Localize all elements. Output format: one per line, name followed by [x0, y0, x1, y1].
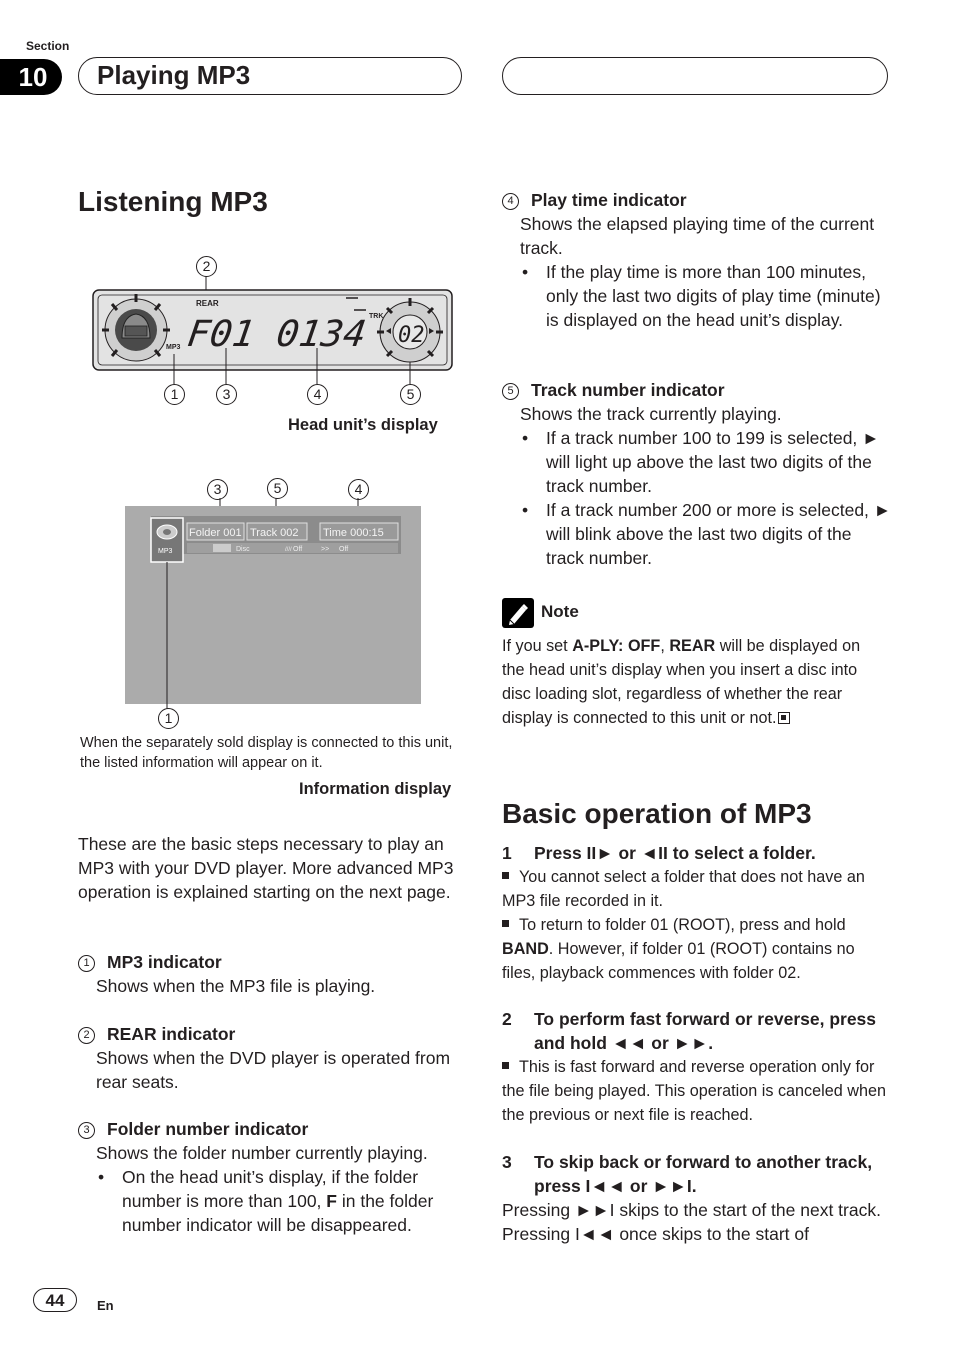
item-title: REAR indicator	[107, 1024, 236, 1044]
bullet-item: • If a track number 100 to 199 is selected, ► will light up above the last two digits of the track number.	[546, 426, 892, 498]
bullet-list	[502, 426, 892, 570]
step-note: You cannot select a folder that does not have an MP3 file recorded in it.	[502, 868, 865, 910]
item-title: Track number indicator	[531, 380, 725, 400]
callout-1: 1	[164, 384, 185, 405]
item-number: 2	[78, 1027, 95, 1044]
bullet-item: • If a track number 200 or more is selected, ► will blink above the last two digits of the track number.	[546, 498, 892, 570]
step-number: 1	[502, 843, 512, 863]
step-body: Pressing ►►I skips to the start of the next track. Pressing I◄◄ once skips to the start of	[502, 1200, 881, 1244]
step-1	[502, 841, 890, 985]
indicator-item-rear	[78, 1022, 466, 1094]
item-desc: Shows the track currently playing.	[520, 404, 782, 424]
step-number: 3	[502, 1152, 512, 1172]
off-label-2: Off	[339, 546, 349, 553]
info-callout-1: 1	[158, 708, 179, 729]
section-heading-listening: Listening MP3	[78, 186, 268, 217]
chapter-title-box	[78, 57, 462, 95]
item-number: 4	[502, 193, 519, 210]
callout-3: 3	[216, 384, 237, 405]
end-mark-icon	[778, 712, 790, 724]
callout-2: 2	[196, 256, 217, 277]
section-heading-basic-operation: Basic operation of MP3	[502, 798, 812, 829]
item-number: 5	[502, 383, 519, 400]
step-title: To skip back or forward to another track, press I◄◄ or ►►I.	[534, 1152, 873, 1196]
empty-title-box	[502, 57, 888, 95]
step-title: Press II► or ◄II to select a folder.	[534, 843, 816, 863]
bullet-list	[78, 1165, 466, 1237]
info-callout-3: 3	[207, 479, 228, 500]
step-number: 2	[502, 1009, 512, 1029]
step-3	[502, 1150, 890, 1246]
indicator-item-track-number	[502, 378, 892, 570]
callout-4: 4	[307, 384, 328, 405]
rear-indicator: REAR	[196, 299, 219, 308]
step-2	[502, 1007, 890, 1127]
note-label: Note	[541, 602, 579, 621]
item-title: Folder number indicator	[107, 1119, 309, 1139]
track-field: Track 002	[250, 527, 299, 539]
info-callout-4: 4	[348, 479, 369, 500]
item-number: 1	[78, 955, 95, 972]
section-number-badge: 10	[0, 59, 62, 95]
step-note: To return to folder 01 (ROOT), press and hold BAND. However, if folder 01 (ROOT) contains no files, playback commences with folder 02.	[502, 916, 855, 982]
item-title: MP3 indicator	[107, 952, 222, 972]
trk-indicator: TRK	[369, 313, 384, 320]
info-display-note: When the separately sold display is connected to this unit, the listed information will appear on it.	[80, 735, 453, 771]
note-text: If you set A-PLY: OFF, REAR will be displayed on the head unit’s display when you insert a disc into disc loading slot, regardless of whether the rear display is connected to this unit or not.	[502, 637, 861, 727]
callout-5: 5	[400, 384, 421, 405]
language-code: En	[97, 1298, 114, 1313]
section-label: Section	[26, 39, 70, 53]
head-unit-display	[92, 276, 454, 386]
information-display	[125, 498, 423, 718]
page-number: 44	[33, 1288, 77, 1312]
item-number: 3	[78, 1122, 95, 1139]
info-callout-5: 5	[267, 478, 288, 499]
svg-text:>>: >>	[321, 546, 330, 553]
folder-field: Folder 001	[189, 527, 242, 539]
item-desc: Shows the folder number currently playing.	[96, 1143, 428, 1163]
item-title: Play time indicator	[531, 190, 687, 210]
segment-readout: F01 0134	[184, 312, 365, 355]
indicator-item-play-time	[502, 188, 892, 332]
step-note: This is fast forward and reverse operation only for the file being played. This operation is canceled when the previous or next file is reached.	[502, 1058, 886, 1124]
head-unit-caption: Head unit’s display	[288, 416, 438, 434]
bullet-item: • On the head unit’s display, if the folder number is more than 100, F in the folder number indicator will be disappeared.	[122, 1165, 466, 1237]
step-title: To perform fast forward or reverse, press and hold ◄◄ or ►►.	[534, 1009, 877, 1053]
track-number-readout: 02	[398, 323, 425, 348]
item-desc: Shows the elapsed playing time of the current track.	[520, 214, 875, 258]
item-desc: Shows when the DVD player is operated from rear seats.	[96, 1048, 451, 1092]
item-desc: Shows when the MP3 file is playing.	[96, 976, 376, 996]
chapter-title: Playing MP3	[97, 60, 251, 90]
info-display-caption: Information display	[299, 780, 452, 798]
bullet-item: • If the play time is more than 100 minutes, only the last two digits of play time (minute) is displayed on the head unit’s display.	[546, 260, 892, 332]
note-pencil-icon	[502, 598, 534, 628]
intro-paragraph: These are the basic steps necessary to play an MP3 with your DVD player. More advanced MP3 operation is explained starting on the next page.	[78, 834, 454, 902]
bullet-list	[502, 260, 892, 332]
indicator-item-mp3	[78, 950, 466, 998]
disc-label: Disc	[236, 546, 250, 553]
svg-text:////: ////	[285, 547, 292, 553]
off-label-1: Off	[293, 546, 303, 553]
time-field: Time 000:15	[323, 527, 384, 539]
indicator-item-folder	[78, 1117, 466, 1237]
mp3-tag: MP3	[158, 548, 173, 555]
mp3-indicator: MP3	[166, 344, 181, 351]
